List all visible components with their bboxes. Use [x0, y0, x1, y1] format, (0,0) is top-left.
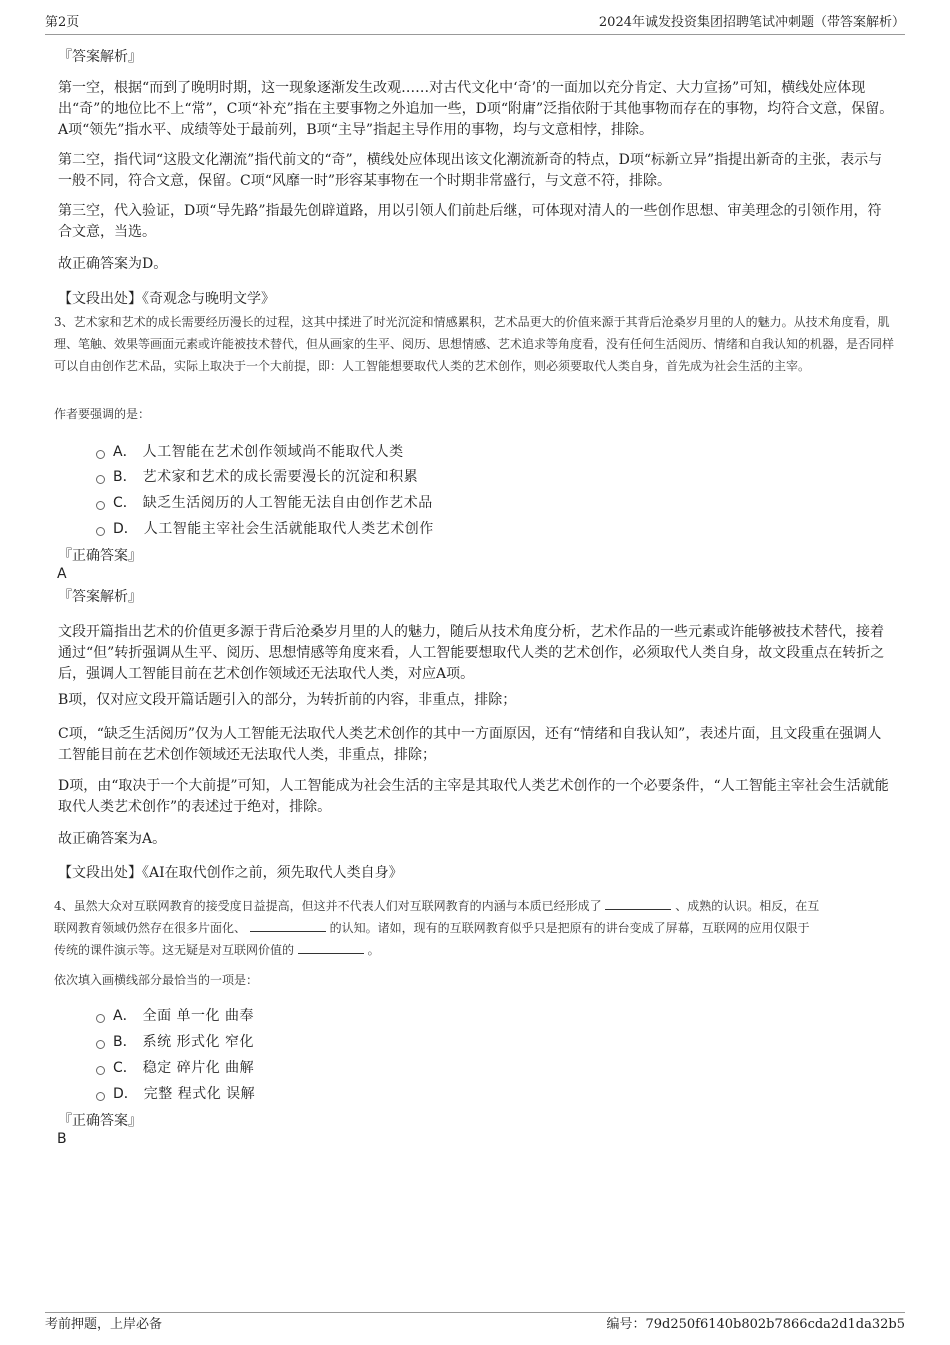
analysis-label: 『答案解析』	[58, 589, 142, 605]
analysis-paragraph: 第二空，指代词“这股文化潮流”指代前文的“奇”，横线处应体现出该文化潮流新奇的特点，D项“标新立异”指提出新奇的主张，表示与一般不同，符合文意，保留。C项“风靡一时”形容某事物在一个时期非常盛行，与文意不符，排除。	[58, 152, 883, 189]
question-stem: 4、虽然大众对互联网教育的接受度日益提高，但这并不代表人们对互联网教育的内涵与本质已经形成了 、成熟的认识。相反，在互 联网教育领域仍然存在很多片面化、 的认知。诸如，现有的互联网教育似乎只是把原有的讲台变成了屏幕，互联网的应用仅限于 传统的课件演示等。这无疑是对互联网价值的 。	[54, 899, 820, 957]
correct-answer: A	[57, 566, 67, 582]
option-b[interactable]: B． 系统 形式化 窄化	[96, 1032, 254, 1052]
option-d[interactable]: D． 完整 程式化 误解	[96, 1084, 255, 1104]
fill-blank	[298, 941, 364, 954]
radio-icon[interactable]	[96, 527, 105, 536]
analysis-paragraph: 文段开篇指出艺术的价值更多源于背后沧桑岁月里的人的魅力，随后从技术角度分析，艺术作品的一些元素或许能够被技术替代，接着通过“但”转折强调从生平、阅历、思想情感等角度来看，人工智能要想取代人类的艺术创作，必须取代人类自身，故文段重点在转折之后，强调人工智能目前在艺术创作领域还无法取代人类，对应A项。	[58, 624, 885, 682]
document-title: 2024年诚发投资集团招聘笔试冲刺题（带答案解析）	[598, 15, 905, 30]
analysis-paragraph: B项，仅对应文段开篇话题引入的部分，为转折前的内容，非重点，排除；	[58, 692, 517, 708]
correct-answer-label: 『正确答案』	[58, 548, 142, 564]
analysis-paragraph: 第一空，根据“而到了晚明时期，这一现象逐渐发生改观……对古代文化中‘奇’的一面加以充分肯定、大力宣扬”可知，横线处应体现出“奇”的地位比不上“常”，C项“补充”指在主要事物之外追加一些，D项“附庸”泛指依附于其他事物而存在的事物，均符合文意，保留。A项“领先”指水平、成绩等处于最前列，B项“主导”指起主导作用的事物，均与文意相悖，排除。	[58, 80, 894, 138]
correct-answer: B	[57, 1131, 67, 1147]
question-stem: 3、艺术家和艺术的成长需要经历漫长的过程，这其中揉进了时光沉淀和情感累积，艺术品更大的价值来源于其背后沧桑岁月里的人的魅力。从技术角度看，肌理、笔触、效果等画面元素或许能被技术替代，但从画家的生平、阅历、思想情感、艺术追求等角度看，没有任何生活阅历、情绪和自我认知的机器，是否同样可以自由创作艺术品，实际上取决于一个大前提，即：人工智能想要取代人类的艺术创作，则必须要取代人类自身，首先成为社会生活的主宰。	[54, 315, 895, 373]
radio-icon[interactable]	[96, 501, 105, 510]
radio-icon[interactable]	[96, 1092, 105, 1101]
option-a[interactable]: A． 人工智能在艺术创作领域尚不能取代人类	[96, 442, 404, 462]
question-prompt: 依次填入画横线部分最恰当的一项是：	[54, 973, 259, 987]
radio-icon[interactable]	[96, 450, 105, 459]
passage-source: 【文段出处】《奇观念与晚明文学》	[58, 291, 275, 307]
option-b[interactable]: B． 艺术家和艺术的成长需要漫长的沉淀和积累	[96, 467, 418, 487]
radio-icon[interactable]	[96, 475, 105, 484]
analysis-paragraph: C项，“缺乏生活阅历”仅为人工智能无法取代人类艺术创作的其中一方面原因，还有“情绪和自我认知”，表述片面，且文段重在强调人工智能目前在艺术创作领域还无法取代人类，非重点，排除；	[58, 726, 882, 763]
fill-blank	[605, 897, 671, 910]
page-footer	[45, 1312, 905, 1335]
option-d[interactable]: D． 人工智能主宰社会生活就能取代人类艺术创作	[96, 519, 434, 539]
footer-slogan: 考前押题，上岸必备	[45, 1317, 163, 1332]
page-header	[45, 14, 905, 35]
page-number: 第2页	[45, 15, 80, 30]
radio-icon[interactable]	[96, 1066, 105, 1075]
question-prompt: 作者要强调的是：	[54, 407, 151, 421]
passage-source: 【文段出处】《AI在取代创作之前，须先取代人类自身》	[58, 865, 403, 881]
radio-icon[interactable]	[96, 1040, 105, 1049]
analysis-conclusion: 故正确答案为A。	[58, 831, 167, 847]
fill-blank	[250, 919, 326, 932]
analysis-paragraph: D项，由“取决于一个大前提”可知，人工智能成为社会生活的主宰是其取代人类艺术创作的一个必要条件，“人工智能主宰社会生活就能取代人类艺术创作”的表述过于绝对，排除。	[58, 778, 889, 815]
option-c[interactable]: C． 缺乏生活阅历的人工智能无法自由创作艺术品	[96, 493, 433, 513]
document-code: 编号：79d250f6140b802b7866cda2d1da32b5	[606, 1317, 905, 1332]
option-a[interactable]: A． 全面 单一化 曲奉	[96, 1006, 254, 1026]
option-c[interactable]: C． 稳定 碎片化 曲解	[96, 1058, 254, 1078]
analysis-paragraph: 第三空，代入验证，D项“导先路”指最先创辟道路，用以引领人们前赴后继，可体现对清人的一些创作思想、审美理念的引领作用，符合文意，当选。	[58, 203, 882, 240]
radio-icon[interactable]	[96, 1014, 105, 1023]
correct-answer-label: 『正确答案』	[58, 1113, 142, 1129]
analysis-label: 『答案解析』	[58, 49, 142, 65]
analysis-conclusion: 故正确答案为D。	[58, 256, 168, 272]
